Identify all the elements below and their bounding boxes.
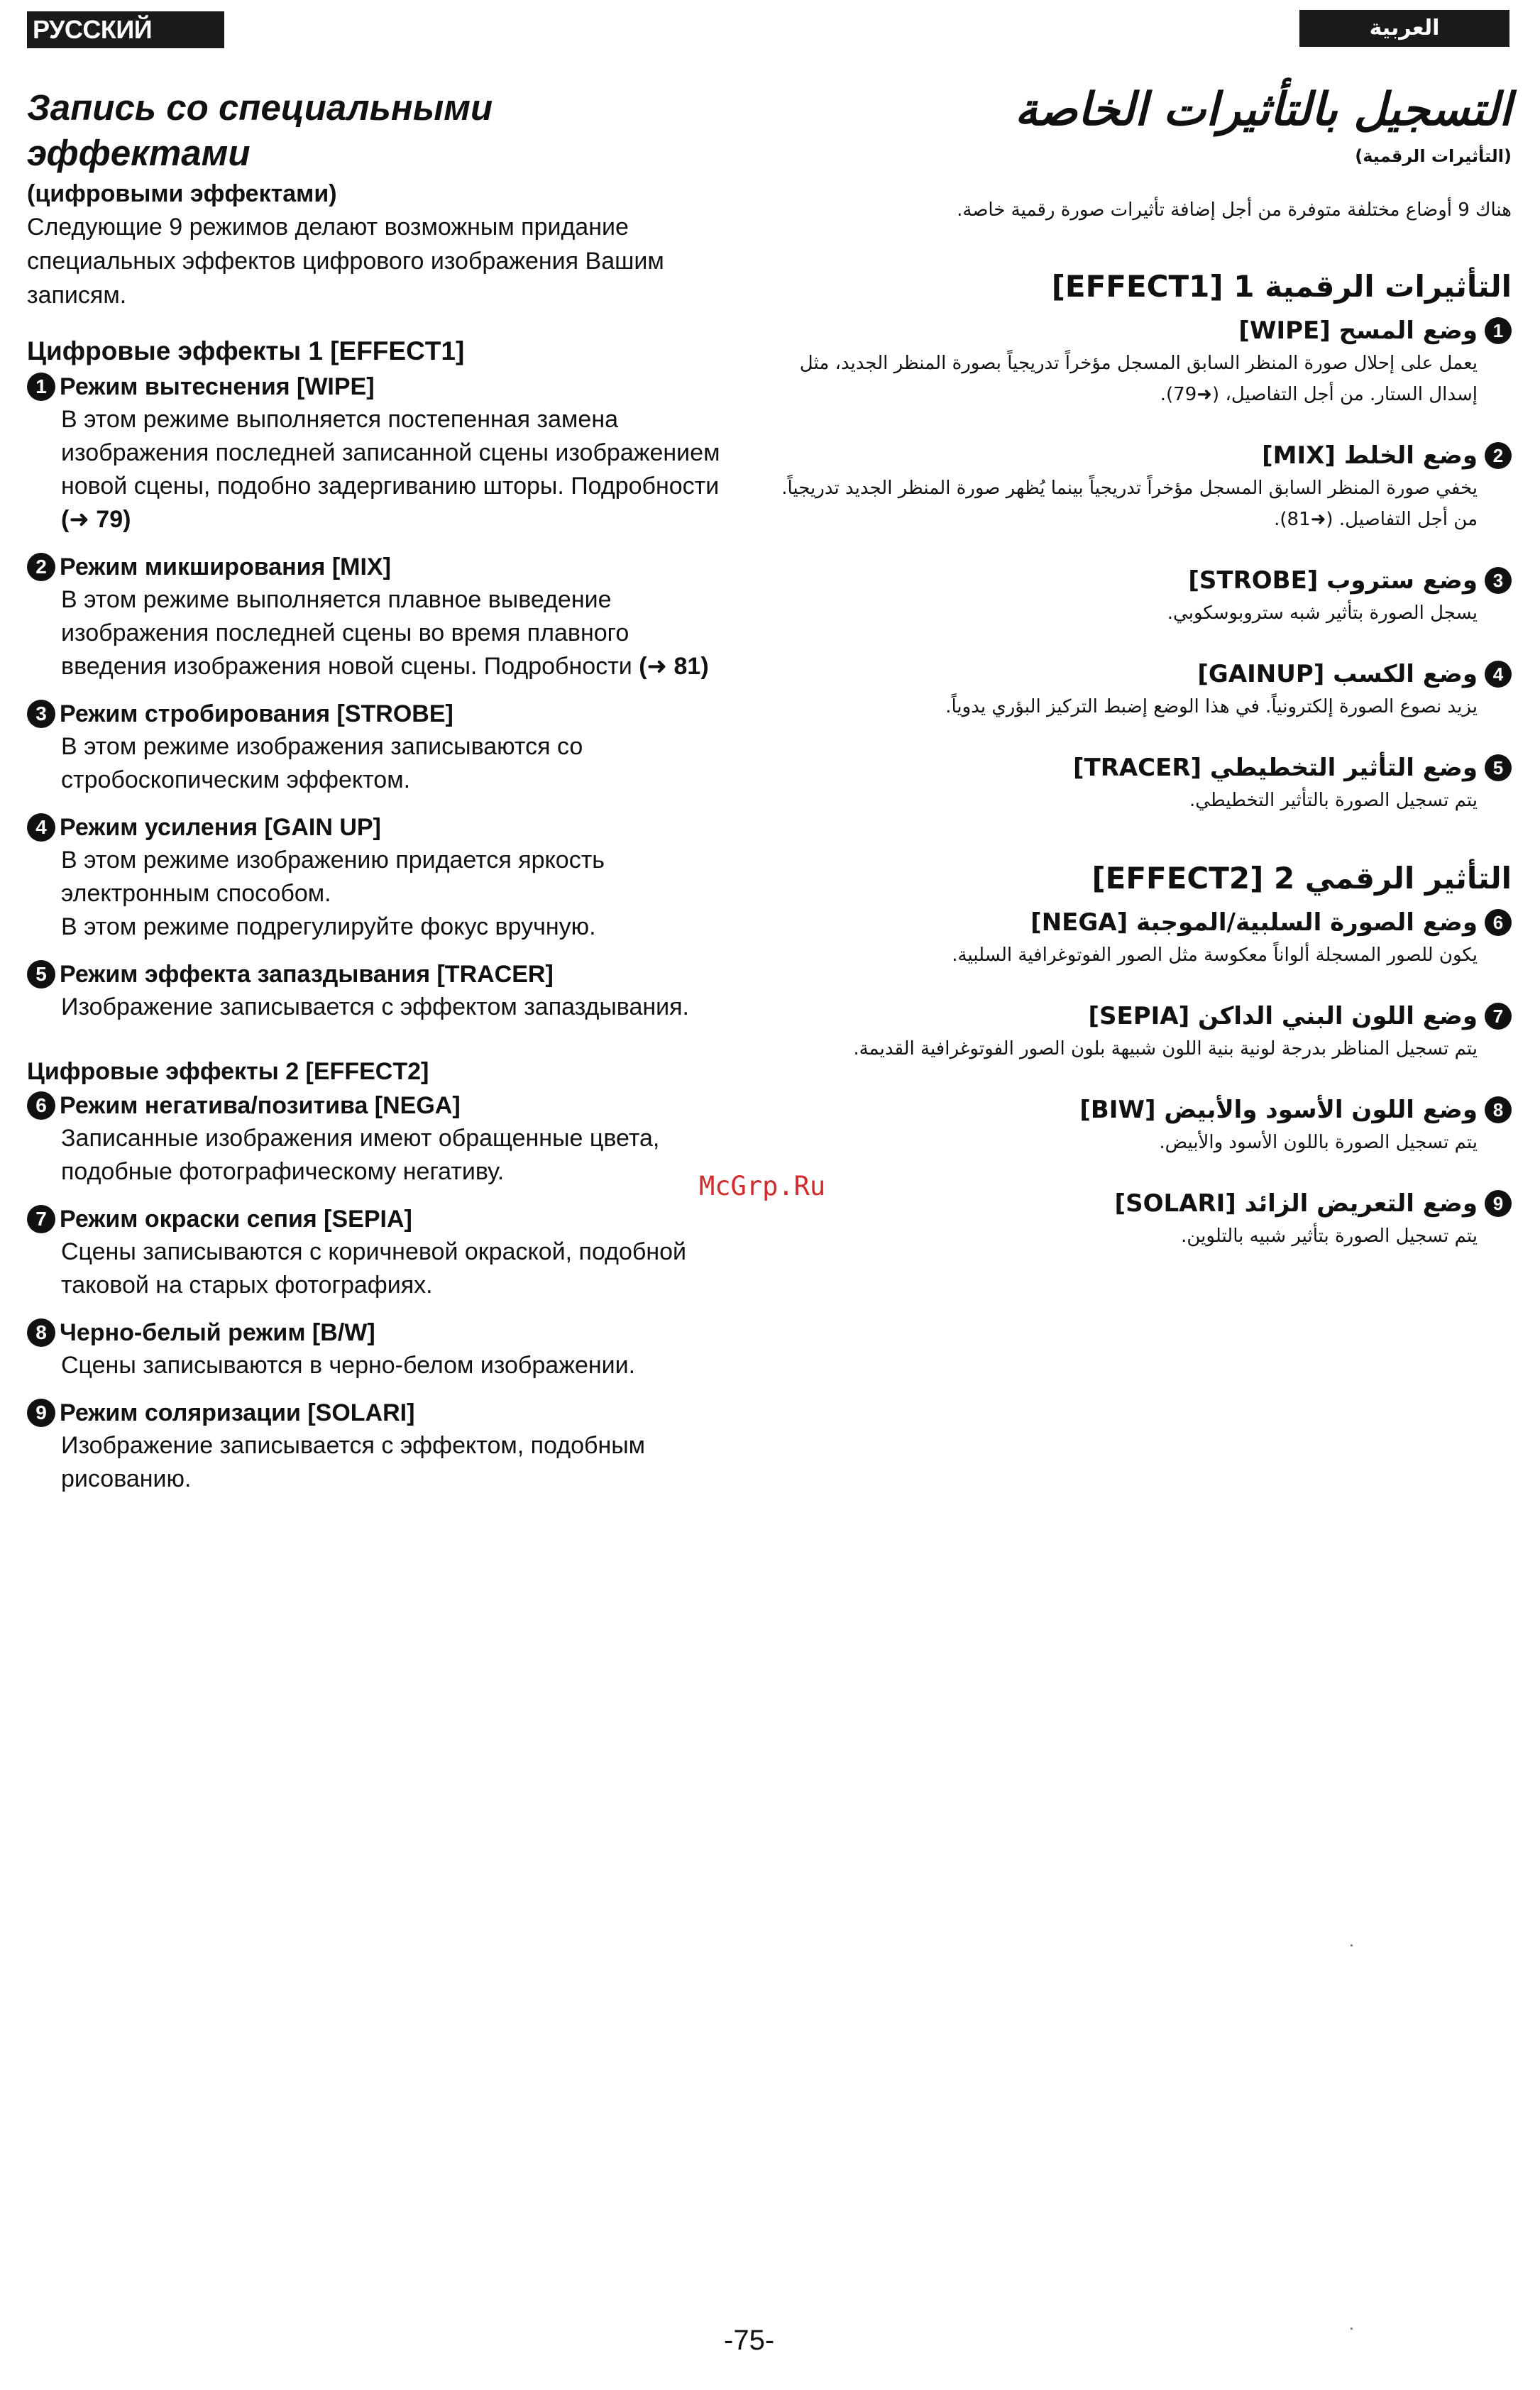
list-item [27,698,722,797]
item-body: В этом режиме изображению придается яркость электронным способом. [61,847,605,907]
item-heading: Режим негатива/позитива [NEGA] [60,1092,461,1119]
item-body-note: В этом режиме подрегулируйте фокус вручную. [61,913,596,940]
section-heading-effect2-ar: التأثير الرقمي 2 [EFFECT2] [1091,861,1512,896]
number-badge-icon: 8 [27,1318,55,1347]
number-badge-icon: 1 [1485,317,1512,344]
number-badge-icon: 2 [27,553,55,581]
item-body: В этом режиме выполняется постепенная замена изображения последней записанной сцены изображением новой сцены, подобно задергиванию шторы. Подробности [61,406,720,500]
item-body: Изображение записывается с эффектом, подобным рисованию. [61,1432,646,1492]
list-item [27,811,722,944]
number-badge-icon: 5 [1485,754,1512,781]
item-body: يزيد نصوع الصورة إلكترونياً. في هذا الوضع إضبط التركيز البؤري يدوياً. [945,696,1478,717]
subtitle-ru: (цифровыми эффектами) [27,180,337,207]
item-body: يعمل على إحلال صورة المنظر السابق المسجل مؤخراً تدريجياً بصورة المنظر الجديد، مثل إسدال الستار. من أجل التفاصيل، (➜79). [799,353,1478,405]
list-item: 1 Режим вытеснения [WIPE] В этом режиме выполняется постепенная замена изображения последней записанной сцены изображением новой сцены, подобно задергиванию шторы. Подробности (➜ 79) [27,370,722,536]
page-reference: 81 [673,653,701,680]
list-item [781,1186,1512,1252]
item-heading: وضع ستروب [STROBE] [1188,566,1478,595]
item-heading: وضع الصورة السلبية/الموجبة [NEGA] [1030,908,1478,937]
item-heading: وضع المسح [WIPE] [1238,316,1478,345]
item-body: Сцены записываются в черно-белом изображении. [61,1352,636,1379]
number-badge-icon: 7 [1485,1003,1512,1030]
list-item [781,563,1512,629]
language-tab-arabic: العربية [1299,10,1509,47]
list-item [27,1397,722,1496]
list-item [27,1203,722,1302]
item-heading: وضع التأثير التخطيطي [TRACER] [1072,754,1478,782]
list-item [781,657,1512,722]
item-body: يتم تسجيل الصورة باللون الأسود والأبيض. [1159,1132,1478,1153]
number-badge-icon: 4 [1485,661,1512,688]
item-body: يسجل الصورة بتأثير شبه ستروبوسكوبي. [1167,602,1478,624]
number-badge-icon: 7 [27,1205,55,1233]
arrow-icon: ➜ [647,653,668,680]
number-badge-icon: 9 [27,1399,55,1427]
section-heading-effect2-ru: Цифровые эффекты 2 [EFFECT2] [27,1058,429,1085]
scan-speck [1351,2328,1353,2330]
russian-column [27,85,722,1496]
number-badge-icon: 5 [27,960,55,989]
list-item [781,905,1512,971]
number-badge-icon: 6 [27,1091,55,1120]
scan-speck [1351,1944,1353,1946]
list-item [27,1316,722,1382]
item-body: يتم تسجيل الصورة بتأثير شبيه بالتلوين. [1181,1226,1478,1247]
page-title-ar: التسجيل بالتأثيرات الخاصة [1014,84,1512,136]
list-item [781,439,1512,535]
number-badge-icon: 3 [1485,567,1512,594]
watermark: McGrp.Ru [699,1171,826,1201]
item-body: يكون للصور المسجلة ألواناً معكوسة مثل الصور الفوتوغرافية السلبية. [952,945,1478,966]
item-heading: وضع الكسب [GAINUP] [1197,660,1478,688]
list-item: 2 Режим микширования [MIX] В этом режиме выполняется плавное выведение изображения последней сцены во время плавного введения изображения новой сцены. Подробности (➜ 81) [27,551,722,683]
list-item [781,1093,1512,1158]
item-heading: Режим вытеснения [WIPE] [60,373,375,400]
item-body: В этом режиме изображения записываются со стробоскопическим эффектом. [61,733,583,793]
item-heading: وضع الخلط [MIX] [1262,441,1478,470]
item-heading: Черно-белый режим [B/W] [60,1319,375,1346]
page-reference: 79 [96,506,123,533]
item-body: В этом режиме выполняется плавное выведение изображения последней сцены во время плавного введения изображения новой сцены. Подробности [61,586,632,680]
item-heading: Режим эффекта запаздывания [TRACER] [60,961,554,988]
list-item [781,999,1512,1064]
number-badge-icon: 1 [27,373,55,401]
item-body: Сцены записываются с коричневой окраской, подобной таковой на старых фотографиях. [61,1238,687,1299]
title-line-1: Запись со специальными [27,87,493,128]
list-item [27,958,722,1024]
section-heading-effect1-ru: Цифровые эффекты 1 [EFFECT1] [27,336,465,365]
list-item [27,1089,722,1189]
list-item [781,751,1512,816]
item-heading: وضع التعريض الزائد [SOLARI] [1114,1189,1478,1218]
arrow-icon: ➜ [69,506,89,533]
item-body: يتم تسجيل المناظر بدرجة لونية بنية اللون شبيهة بلون الصور الفوتوغرافية القديمة. [853,1038,1478,1059]
item-heading: Режим усиления [GAIN UP] [60,814,381,841]
item-heading: Режим соляризации [SOLARI] [60,1399,415,1426]
item-body: Записанные изображения имеют обращенные цвета, подобные фотографическому негативу. [61,1125,660,1185]
section-heading-effect1-ar: التأثيرات الرقمية 1 [EFFECT1] [1051,269,1512,304]
title-line-2: эффектами [27,133,251,173]
item-heading: Режим стробирования [STROBE] [60,700,453,727]
intro-ar: هناك 9 أوضاع مختلفة متوفرة من أجل إضافة تأثيرات صورة رقمية خاصة. [957,199,1512,221]
item-body: يتم تسجيل الصورة بالتأثير التخطيطي. [1189,790,1478,811]
page-title-ru [27,85,722,176]
item-heading: وضع اللون البني الداكن [SEPIA] [1088,1002,1478,1030]
page-number: -75- [724,2325,775,2356]
item-heading: Режим окраски сепия [SEPIA] [60,1206,412,1233]
arabic-column [781,78,1512,1252]
item-heading: Режим микширования [MIX] [60,554,391,580]
number-badge-icon: 4 [27,813,55,842]
list-item [781,314,1512,410]
number-badge-icon: 9 [1485,1190,1512,1217]
number-badge-icon: 6 [1485,909,1512,936]
item-body: يخفي صورة المنظر السابق المسجل مؤخراً تدريجياً بينما يُظهر صورة المنظر الجديد تدريجياً. من أجل التفاصيل. (➜81). [781,478,1478,530]
language-tab-russian: РУССКИЙ ЯЗЫК [27,11,224,48]
item-body: Изображение записывается с эффектом запаздывания. [61,993,689,1020]
number-badge-icon: 8 [1485,1096,1512,1123]
item-heading: وضع اللون الأسود والأبيض [BIW] [1079,1096,1478,1124]
number-badge-icon: 2 [1485,442,1512,469]
number-badge-icon: 3 [27,700,55,728]
subtitle-ar: (التأثيرات الرقمية) [1355,146,1512,166]
intro-ru: Следующие 9 режимов делают возможным придание специальных эффектов цифрового изображения Вашим записям. [27,214,664,309]
